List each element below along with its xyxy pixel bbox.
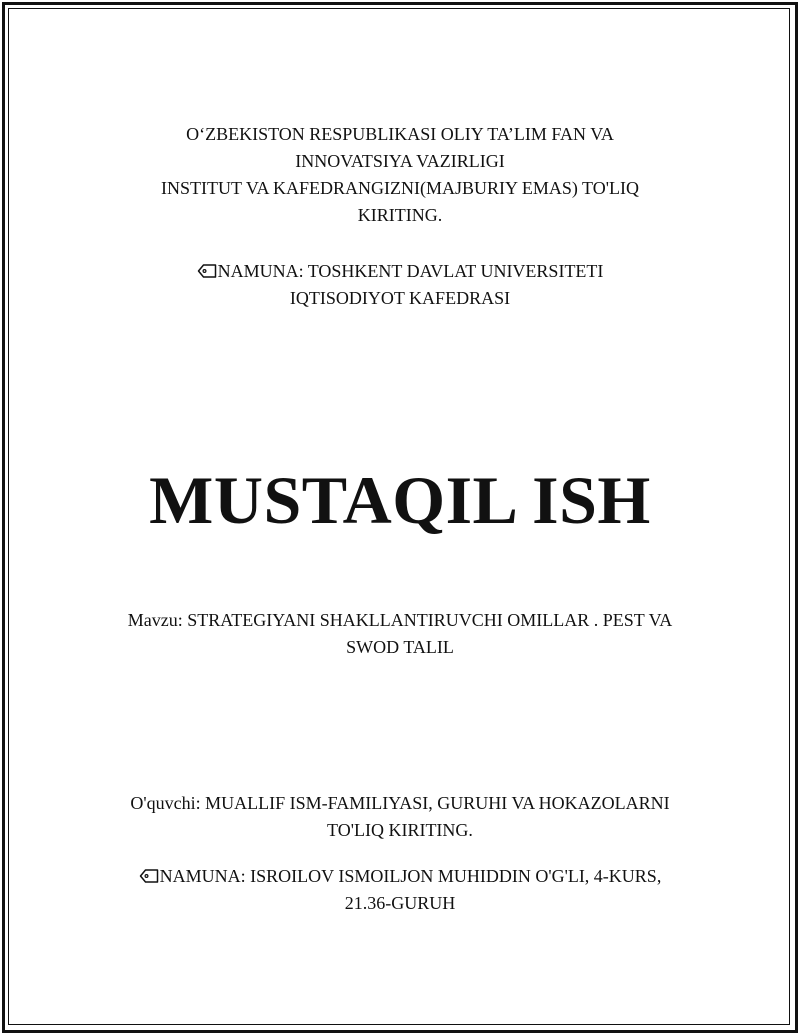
topic-section	[0, 607, 800, 661]
sample-line: IQTISODIYOT KAFEDRASI	[289, 288, 511, 308]
tag-icon	[197, 263, 217, 279]
sample-line	[0, 258, 800, 285]
sample-line	[0, 863, 800, 890]
page-title: MUSTAQIL ISH	[149, 462, 651, 538]
topic-line: Mavzu: STRATEGIYANI SHAKLLANTIRUVCHI OMILLAR . PEST VA	[127, 610, 673, 630]
sample-student	[0, 863, 800, 917]
header-line: INNOVATSIYA VAZIRLIGI	[295, 151, 505, 171]
sample-student-text: NAMUNA: ISROILOV ISMOILJON MUHIDDIN O'G'LI, 4-KURS,	[159, 866, 662, 886]
student-line: O'quvchi: MUALLIF ISM-FAMILIYASI, GURUHI VA HOKAZOLARNI	[130, 793, 670, 813]
student-section	[0, 790, 800, 844]
sample-institute	[0, 258, 800, 312]
student-line: TO'LIQ KIRITING.	[327, 820, 473, 840]
header-line: INSTITUT VA KAFEDRANGIZNI(MAJBURIY EMAS) TO'LIQ	[161, 178, 639, 198]
topic-line: SWOD TALIL	[346, 637, 454, 657]
ministry-header	[0, 121, 800, 229]
header-line: O‘ZBEKISTON RESPUBLIKASI OLIY TA’LIM FAN VA	[186, 124, 614, 144]
document-title	[0, 458, 800, 542]
sample-line: 21.36-GURUH	[344, 893, 456, 913]
sample-institute-text: NAMUNA: TOSHKENT DAVLAT UNIVERSITETI	[217, 261, 604, 281]
tag-icon	[139, 868, 159, 884]
header-line: KIRITING.	[357, 205, 443, 225]
